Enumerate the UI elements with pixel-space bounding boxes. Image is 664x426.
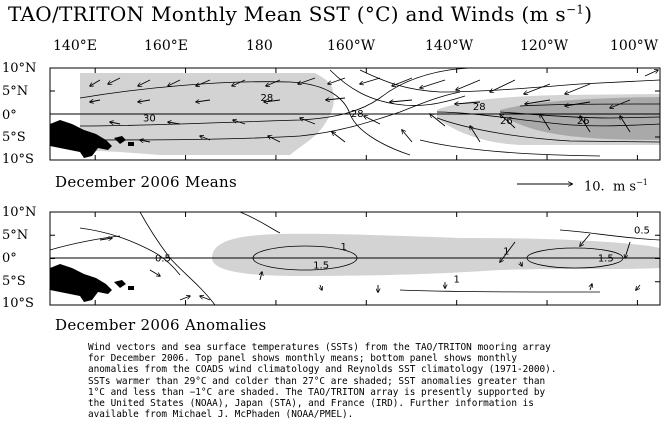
x-tick-label: 180 [246, 38, 273, 54]
contour-label: 1 [503, 246, 510, 258]
contour-label: 1 [453, 274, 460, 286]
y-tick-label: 10°N [2, 205, 37, 220]
y-tick-label: 5°N [2, 228, 29, 243]
panel-means-label: December 2006 Means [55, 173, 238, 191]
contour-label: 0.5 [633, 225, 650, 237]
y-tick-label: 10°N [2, 61, 37, 76]
x-tick-label: 160°W [327, 38, 376, 54]
x-tick-label: 120°W [520, 38, 569, 54]
y-tick-label: 10°S [2, 152, 34, 167]
contour-label: 30 [143, 113, 156, 125]
y-tick-label: 0° [2, 251, 17, 266]
land-island [128, 142, 134, 146]
x-tick-label: 100°W [610, 38, 659, 54]
land-new-guinea [50, 264, 112, 302]
x-tick-label: 140°E [53, 38, 97, 54]
land-island [114, 280, 126, 288]
contour-label: 28 [260, 92, 274, 104]
y-tick-label: 10°S [2, 296, 34, 311]
contour-label: 0.5 [155, 253, 171, 265]
contour-label: 26 [576, 115, 590, 127]
y-tick-label: 0° [2, 108, 17, 123]
land-island [128, 286, 134, 290]
y-tick-label: 5°S [2, 130, 26, 145]
contour-label: 28 [472, 102, 486, 114]
panel-anomalies-label: December 2006 Anomalies [55, 316, 267, 334]
y-tick-label: 5°N [2, 84, 29, 99]
caption-text: Wind vectors and sea surface temperatures (SSTs) from the TAO/TRITON mooring array for December 2006. Top panel shows monthly means; bottom panel shows monthly anomalies from the COADS wind climatology and Reynolds SST climatology (1971-2000). SSTs warmer than 29°C and colder than 27°C are shaded; SST anomalies greater than 1°C and less than −1°C are shaded. The TAO/TRITON array is presently supported by the United States (NOAA), Japan (STA), and France (IRD). Further information is available from Michael J. McPhaden (NOAA/PMEL). [88, 342, 557, 421]
contour-label: 26 [500, 115, 513, 127]
contour-label: 1.5 [597, 253, 614, 265]
contour-label: 1 [340, 241, 347, 253]
x-tick-label: 140°W [425, 38, 474, 54]
x-tick-label: 160°E [144, 38, 188, 54]
contour-label: 1.5 [313, 260, 330, 272]
contour-label: 28 [350, 109, 364, 120]
y-tick-label: 5°S [2, 274, 26, 289]
chart-title: TAO/TRITON Monthly Mean SST (°C) and Winds (m $s^{-1}$) [8, 2, 593, 26]
anomaly-shading [212, 234, 660, 276]
wind-scale-label: 10. m $s^{-1}$ [584, 178, 648, 195]
